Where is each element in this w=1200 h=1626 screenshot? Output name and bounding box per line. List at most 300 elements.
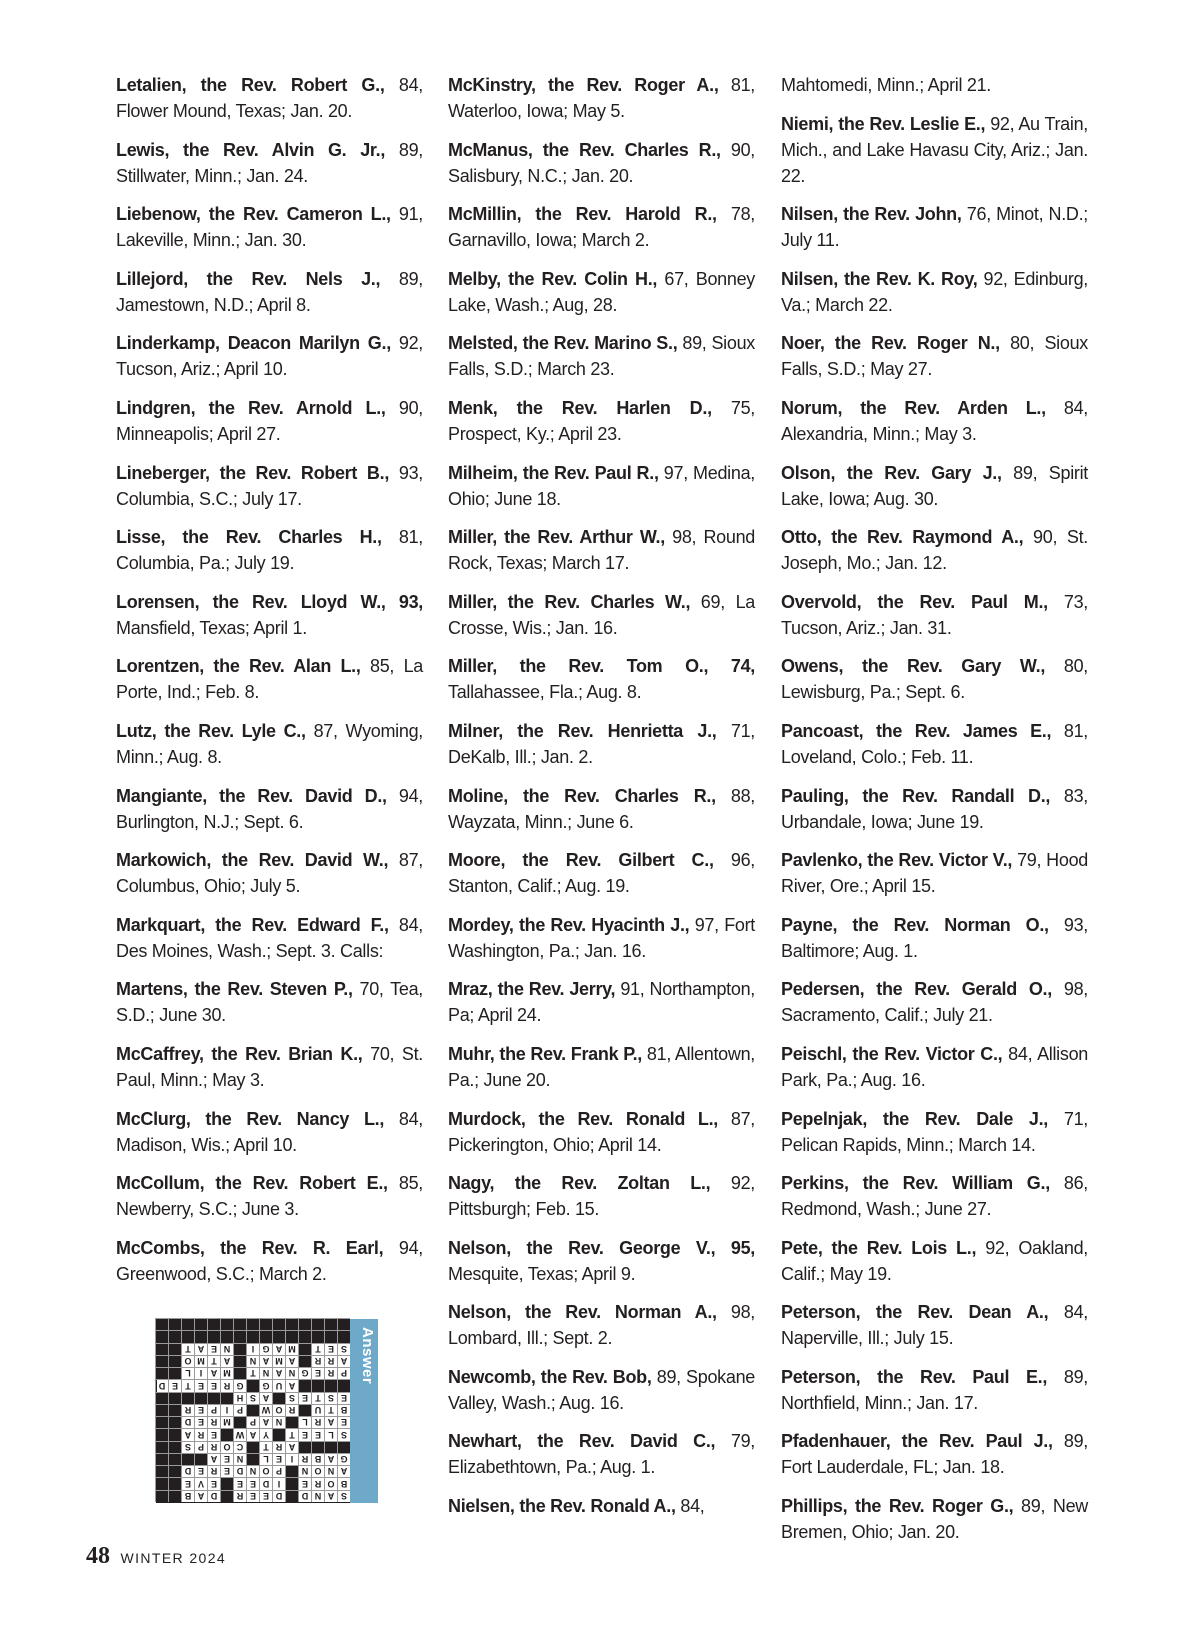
entry-details: 83, Urbandale, Iowa; June 19.: [781, 785, 1088, 832]
obituary-entry: [116, 1041, 423, 1093]
entry-name: Norum, the Rev. Arden L.,: [781, 397, 1046, 418]
entry-details: Mahtomedi, Minn.; April 21.: [781, 75, 992, 95]
obituary-entry: [781, 1493, 1088, 1545]
crossword-letter-cell: B: [181, 1490, 194, 1502]
obituary-entry: [781, 1041, 1088, 1093]
entry-name: McCombs, the Rev. R. Earl,: [116, 1237, 384, 1258]
crossword-letter-cell: L: [181, 1367, 194, 1379]
entry-details: 81, Loveland, Colo.; Feb. 11.: [781, 720, 1088, 767]
crossword-letter-cell: B: [337, 1404, 350, 1416]
entry-name: Pfadenhauer, the Rev. Paul J.,: [781, 1431, 1053, 1452]
crossword-letter-cell: A: [259, 1416, 272, 1428]
entry-name: Muhr, the Rev. Frank P.,: [448, 1043, 642, 1064]
entry-name: Pedersen, the Rev. Gerald O.,: [781, 979, 1052, 1000]
crossword-black-cell: [246, 1441, 259, 1453]
entry-details: 92, Oakland, Calif.; May 19.: [781, 1237, 1088, 1284]
crossword-black-cell: [298, 1343, 311, 1355]
crossword-black-cell: [168, 1478, 181, 1490]
obituary-entry: [781, 201, 1088, 253]
entry-details: 84, Madison, Wis.; April 10.: [116, 1108, 423, 1155]
entry-details: 90, Salisbury, N.C.; Jan. 20.: [448, 139, 755, 186]
obituary-entry: [448, 1364, 755, 1416]
crossword-black-cell: [246, 1331, 259, 1343]
entry-name: Letalien, the Rev. Robert G.,: [116, 75, 385, 95]
entry-name: Nelson, the Rev. Norman A.,: [448, 1302, 717, 1323]
obituary-entry: [448, 1493, 755, 1519]
crossword-letter-cell: A: [324, 1490, 337, 1502]
entry-details: 70, Tea, S.D.; June 30.: [116, 979, 423, 1026]
entry-name: Martens, the Rev. Steven P.,: [116, 979, 353, 1000]
crossword-black-cell: [155, 1343, 168, 1355]
crossword-letter-cell: E: [324, 1343, 337, 1355]
entry-name: McManus, the Rev. Charles R.,: [448, 139, 721, 160]
entry-name: Phillips, the Rev. Roger G.,: [781, 1496, 1014, 1517]
crossword-letter-cell: R: [181, 1404, 194, 1416]
entry-details: 89, Spirit Lake, Iowa; Aug. 30.: [781, 462, 1088, 509]
crossword-letter-cell: R: [220, 1380, 233, 1392]
obituary-entry: [781, 330, 1088, 382]
entry-details: 73, Tucson, Ariz.; Jan. 31.: [781, 591, 1088, 638]
entry-details: 89, Northfield, Minn.; Jan. 17.: [781, 1366, 1089, 1413]
crossword-black-cell: [168, 1318, 181, 1330]
crossword-letter-cell: S: [285, 1392, 298, 1404]
crossword-letter-cell: G: [259, 1380, 272, 1392]
entry-details: 84,: [675, 1496, 705, 1517]
entry-details: 89, Jamestown, N.D.; April 8.: [116, 268, 423, 315]
crossword-letter-cell: E: [207, 1429, 220, 1441]
entry-name: Pauling, the Rev. Randall D.,: [781, 785, 1051, 806]
crossword-black-cell: [259, 1318, 272, 1330]
obituary-entry: [116, 524, 423, 576]
issue-label: WINTER 2024: [120, 1550, 227, 1566]
entry-name: Lineberger, the Rev. Robert B.,: [116, 462, 390, 483]
obituary-entry: [448, 847, 755, 899]
crossword-black-cell: [220, 1318, 233, 1330]
crossword-letter-cell: L: [259, 1453, 272, 1465]
entry-details: 81, Allentown, Pa.; June 20.: [448, 1043, 755, 1090]
obituary-entry: [781, 589, 1088, 641]
crossword-black-cell: [168, 1465, 181, 1477]
crossword-letter-cell: P: [207, 1404, 220, 1416]
crossword-black-cell: [311, 1331, 324, 1343]
crossword-letter-cell: E: [311, 1367, 324, 1379]
obituary-entry: [448, 460, 755, 512]
entry-name: Newcomb, the Rev. Bob,: [448, 1366, 652, 1387]
crossword-black-cell: [207, 1318, 220, 1330]
entry-details: 76, Minot, N.D.; July 11.: [781, 204, 1088, 251]
crossword-black-cell: [181, 1453, 194, 1465]
crossword-letter-cell: N: [298, 1465, 311, 1477]
crossword-letter-cell: D: [155, 1380, 168, 1392]
crossword-letter-cell: E: [233, 1478, 246, 1490]
obituary-entry: [448, 1428, 755, 1480]
entry-details: 94, Greenwood, S.C.; March 2.: [116, 1237, 423, 1284]
crossword-letter-cell: V: [194, 1478, 207, 1490]
entry-name: Melby, the Rev. Colin H.,: [448, 268, 658, 289]
crossword-letter-cell: A: [337, 1465, 350, 1477]
obituary-entry: [116, 1235, 423, 1287]
crossword-letter-cell: A: [207, 1367, 220, 1379]
crossword-black-cell: [246, 1453, 259, 1465]
entry-name: Moline, the Rev. Charles R.,: [448, 785, 716, 806]
obituary-entry: [116, 460, 423, 512]
entry-details: 89, Stillwater, Minn.; Jan. 24.: [116, 139, 423, 186]
entry-name: McKinstry, the Rev. Roger A.,: [448, 75, 719, 95]
entry-details: 89, Fort Lauderdale, FL; Jan. 18.: [781, 1431, 1088, 1478]
entry-details: 91, Northampton, Pa; April 24.: [448, 979, 756, 1026]
crossword-letter-cell: D: [298, 1490, 311, 1502]
crossword-black-cell: [155, 1478, 168, 1490]
crossword-black-cell: [220, 1331, 233, 1343]
crossword-letter-cell: R: [207, 1441, 220, 1453]
entry-details: 86, Redmond, Wash.; June 27.: [781, 1173, 1089, 1220]
crossword-letter-cell: A: [285, 1355, 298, 1367]
crossword-letter-cell: E: [194, 1465, 207, 1477]
crossword-letter-cell: S: [181, 1441, 194, 1453]
obituary-entry: [781, 395, 1088, 447]
crossword-letter-cell: O: [272, 1404, 285, 1416]
obituary-entry: [781, 524, 1088, 576]
entry-details: 79, Elizabethtown, Pa.; Aug. 1.: [448, 1431, 755, 1478]
crossword-letter-cell: R: [272, 1441, 285, 1453]
crossword-letter-cell: N: [285, 1367, 298, 1379]
crossword-black-cell: [311, 1380, 324, 1392]
entry-details: Mesquite, Texas; April 9.: [448, 1263, 636, 1284]
crossword-black-cell: [168, 1331, 181, 1343]
obituary-entry: [116, 1106, 423, 1158]
crossword-black-cell: [168, 1441, 181, 1453]
obituary-entry: [116, 1170, 423, 1222]
crossword-black-cell: [181, 1392, 194, 1404]
entry-name: Milheim, the Rev. Paul R.,: [448, 462, 659, 483]
obituary-entry: [781, 72, 1088, 98]
entry-details: 84, Naperville, Ill.; July 15.: [781, 1302, 1089, 1349]
crossword-black-cell: [298, 1318, 311, 1330]
entry-name: Liebenow, the Rev. Cameron L.,: [116, 204, 391, 225]
crossword-black-cell: [298, 1380, 311, 1392]
crossword-black-cell: [298, 1404, 311, 1416]
entry-name: Pete, the Rev. Lois L.,: [781, 1237, 977, 1258]
crossword-letter-cell: T: [181, 1343, 194, 1355]
crossword-letter-cell: W: [233, 1429, 246, 1441]
entry-details: 80, Lewisburg, Pa.; Sept. 6.: [781, 656, 1088, 703]
entry-details: 89, Sioux Falls, S.D.; March 23.: [448, 333, 755, 380]
crossword-letter-cell: T: [285, 1429, 298, 1441]
entry-name: Lutz, the Rev. Lyle C.,: [116, 720, 306, 741]
entry-details: 87, Columbus, Ohio; July 5.: [116, 850, 424, 897]
crossword-letter-cell: A: [259, 1392, 272, 1404]
crossword-answer: [156, 1319, 378, 1503]
crossword-letter-cell: N: [324, 1465, 337, 1477]
entry-name: Pancoast, the Rev. James E.,: [781, 720, 1052, 741]
entry-details: 71, DeKalb, Ill.; Jan. 2.: [448, 720, 755, 767]
crossword-black-cell: [168, 1490, 181, 1502]
crossword-black-cell: [298, 1441, 311, 1453]
crossword-black-cell: [155, 1367, 168, 1379]
crossword-letter-cell: D: [259, 1478, 272, 1490]
entry-name: Miller, the Rev. Charles W.,: [448, 591, 691, 612]
crossword-letter-cell: A: [285, 1380, 298, 1392]
obituary-entry: [116, 653, 423, 705]
crossword-letter-cell: B: [337, 1478, 350, 1490]
entry-name: Nilsen, the Rev. John,: [781, 204, 962, 225]
page-number: 48: [86, 1543, 110, 1569]
crossword-letter-cell: M: [272, 1355, 285, 1367]
entry-name: Lewis, the Rev. Alvin G. Jr.,: [116, 139, 386, 160]
crossword-black-cell: [155, 1416, 168, 1428]
obituary-column-2: [448, 72, 755, 1532]
crossword-letter-cell: M: [220, 1367, 233, 1379]
crossword-letter-cell: H: [233, 1392, 246, 1404]
obituary-entry: [781, 718, 1088, 770]
crossword-black-cell: [259, 1331, 272, 1343]
entry-details: 94, Burlington, N.J.; Sept. 6.: [116, 785, 424, 832]
crossword-letter-cell: T: [324, 1404, 337, 1416]
obituary-entry: [116, 783, 423, 835]
crossword-letter-cell: U: [311, 1404, 324, 1416]
entry-name: Owens, the Rev. Gary W.,: [781, 656, 1046, 677]
entry-name: Nielsen, the Rev. Ronald A.,: [448, 1496, 676, 1517]
entry-name: Melsted, the Rev. Marino S.,: [448, 333, 678, 354]
entry-name: McCollum, the Rev. Robert E.,: [116, 1173, 388, 1194]
crossword-letter-cell: M: [194, 1355, 207, 1367]
crossword-letter-cell: O: [181, 1355, 194, 1367]
crossword-letter-cell: S: [337, 1343, 350, 1355]
entry-details: 78, Garnavillo, Iowa; March 2.: [448, 204, 755, 251]
entry-name: Nelson, the Rev. George V., 95,: [448, 1237, 755, 1258]
crossword-black-cell: [155, 1441, 168, 1453]
entry-name: Peterson, the Rev. Paul E.,: [781, 1366, 1048, 1387]
crossword-black-cell: [168, 1367, 181, 1379]
crossword-letter-cell: D: [272, 1490, 285, 1502]
entry-details: 97, Fort Washington, Pa.; Jan. 16.: [448, 914, 755, 961]
crossword-letter-cell: E: [298, 1429, 311, 1441]
crossword-letter-cell: L: [298, 1416, 311, 1428]
crossword-letter-cell: S: [337, 1429, 350, 1441]
crossword-black-cell: [181, 1318, 194, 1330]
crossword-letter-cell: P: [246, 1416, 259, 1428]
crossword-letter-cell: D: [207, 1490, 220, 1502]
obituary-entry: [116, 201, 423, 253]
crossword-letter-cell: N: [272, 1416, 285, 1428]
crossword-black-cell: [337, 1331, 350, 1343]
crossword-letter-cell: R: [298, 1453, 311, 1465]
crossword-black-cell: [168, 1416, 181, 1428]
crossword-letter-cell: T: [259, 1441, 272, 1453]
crossword-letter-cell: G: [337, 1453, 350, 1465]
entry-name: Lorensen, the Rev. Lloyd W., 93,: [116, 591, 423, 612]
crossword-letter-cell: D: [181, 1465, 194, 1477]
crossword-letter-cell: M: [220, 1416, 233, 1428]
obituary-entry: [781, 1299, 1088, 1351]
entry-name: Moore, the Rev. Gilbert C.,: [448, 850, 714, 871]
crossword-letter-cell: A: [337, 1355, 350, 1367]
crossword-black-cell: [285, 1331, 298, 1343]
entry-details: 98, Sacramento, Calif.; July 21.: [781, 979, 1088, 1026]
crossword-letter-cell: N: [233, 1453, 246, 1465]
entry-name: Markowich, the Rev. David W.,: [116, 850, 389, 871]
crossword-black-cell: [155, 1318, 168, 1330]
entry-details: 87, Wyoming, Minn.; Aug. 8.: [116, 720, 423, 767]
crossword-black-cell: [285, 1478, 298, 1490]
crossword-black-cell: [298, 1355, 311, 1367]
crossword-letter-cell: N: [259, 1367, 272, 1379]
crossword-letter-cell: E: [194, 1404, 207, 1416]
entry-details: 89, New Bremen, Ohio; Jan. 20.: [781, 1496, 1088, 1543]
obituary-entry: [116, 330, 423, 382]
entry-name: Lindgren, the Rev. Arnold L.,: [116, 397, 386, 418]
crossword-letter-cell: E: [220, 1453, 233, 1465]
crossword-black-cell: [233, 1318, 246, 1330]
crossword-black-cell: [220, 1478, 233, 1490]
crossword-letter-cell: A: [181, 1429, 194, 1441]
crossword-letter-cell: E: [168, 1380, 181, 1392]
obituary-entry: [448, 1170, 755, 1222]
crossword-letter-cell: A: [194, 1343, 207, 1355]
crossword-black-cell: [155, 1453, 168, 1465]
crossword-letter-cell: I: [220, 1404, 233, 1416]
obituary-entry: [781, 847, 1088, 899]
obituary-entry: [448, 783, 755, 835]
crossword-black-cell: [285, 1416, 298, 1428]
crossword-letter-cell: T: [246, 1367, 259, 1379]
crossword-letter-cell: A: [324, 1416, 337, 1428]
obituary-entry: [448, 653, 755, 705]
crossword-letter-cell: M: [285, 1343, 298, 1355]
entry-name: Mraz, the Rev. Jerry,: [448, 979, 616, 1000]
crossword-letter-cell: O: [220, 1441, 233, 1453]
entry-details: 84, Des Moines, Wash.; Sept. 3. Calls:: [116, 914, 423, 961]
crossword-black-cell: [246, 1404, 259, 1416]
entry-details: 97, Medina, Ohio; June 18.: [448, 462, 755, 509]
entry-name: Peischl, the Rev. Victor C.,: [781, 1043, 1003, 1064]
entry-name: Miller, the Rev. Tom O., 74,: [448, 656, 755, 677]
crossword-letter-cell: E: [246, 1478, 259, 1490]
entry-details: 92, Au Train, Mich., and Lake Havasu City, Ariz.; Jan. 22.: [781, 113, 1088, 186]
entry-details: 98, Round Rock, Texas; March 17.: [448, 527, 755, 574]
obituary-entry: [116, 847, 423, 899]
crossword-black-cell: [285, 1465, 298, 1477]
crossword-black-cell: [194, 1318, 207, 1330]
crossword-letter-cell: N: [311, 1490, 324, 1502]
obituary-entry: [448, 1106, 755, 1158]
crossword-letter-cell: E: [207, 1478, 220, 1490]
crossword-letter-cell: E: [181, 1478, 194, 1490]
crossword-black-cell: [194, 1331, 207, 1343]
entry-name: Noer, the Rev. Roger N.,: [781, 333, 1000, 354]
entry-details: 79, Hood River, Ore.; April 15.: [781, 850, 1089, 897]
crossword-letter-cell: A: [324, 1453, 337, 1465]
obituary-entry: [448, 266, 755, 318]
crossword-letter-cell: O: [324, 1478, 337, 1490]
crossword-letter-cell: T: [207, 1355, 220, 1367]
crossword-black-cell: [155, 1429, 168, 1441]
obituary-entry: [448, 1235, 755, 1287]
crossword-letter-cell: O: [259, 1465, 272, 1477]
crossword-letter-cell: R: [324, 1355, 337, 1367]
entry-details: 81, Waterloo, Iowa; May 5.: [448, 75, 756, 121]
answer-label: Answer: [359, 1327, 376, 1385]
crossword-letter-cell: O: [311, 1465, 324, 1477]
crossword-letter-cell: R: [311, 1355, 324, 1367]
crossword-black-cell: [168, 1343, 181, 1355]
crossword-black-cell: [207, 1392, 220, 1404]
crossword-black-cell: [246, 1318, 259, 1330]
crossword-black-cell: [337, 1318, 350, 1330]
entry-details: 70, St. Paul, Minn.; May 3.: [116, 1043, 423, 1090]
entry-name: Lillejord, the Rev. Nels J.,: [116, 268, 381, 289]
obituary-entry: [448, 1299, 755, 1351]
obituary-entry: [781, 653, 1088, 705]
crossword-black-cell: [272, 1331, 285, 1343]
crossword-black-cell: [233, 1367, 246, 1379]
entry-details: Tallahassee, Fla.; Aug. 8.: [448, 682, 642, 703]
crossword-letter-cell: P: [337, 1367, 350, 1379]
obituary-entry: [448, 718, 755, 770]
obituary-entry: [116, 137, 423, 189]
crossword-letter-cell: N: [220, 1343, 233, 1355]
obituary-entry: [448, 912, 755, 964]
crossword-letter-cell: E: [220, 1465, 233, 1477]
entry-name: Mordey, the Rev. Hyacinth J.,: [448, 914, 690, 935]
crossword-letter-cell: E: [337, 1416, 350, 1428]
entry-name: Nagy, the Rev. Zoltan L.,: [448, 1173, 711, 1194]
entry-details: 96, Stanton, Calif.; Aug. 19.: [448, 850, 755, 897]
crossword-letter-cell: E: [337, 1392, 350, 1404]
entry-details: 80, Sioux Falls, S.D.; May 27.: [781, 333, 1088, 380]
crossword-letter-cell: T: [311, 1392, 324, 1404]
crossword-black-cell: [194, 1392, 207, 1404]
entry-details: 75, Prospect, Ky.; April 23.: [448, 397, 755, 444]
crossword-black-cell: [207, 1331, 220, 1343]
entry-name: Milner, the Rev. Henrietta J.,: [448, 720, 717, 741]
crossword-black-cell: [155, 1490, 168, 1502]
crossword-letter-cell: A: [220, 1355, 233, 1367]
crossword-letter-cell: C: [233, 1441, 246, 1453]
obituary-entry: [781, 1364, 1088, 1416]
obituary-entry: [781, 460, 1088, 512]
entry-name: Lisse, the Rev. Charles H.,: [116, 527, 382, 548]
entry-name: Niemi, the Rev. Leslie E.,: [781, 113, 986, 134]
obituary-entry: [116, 589, 423, 641]
entry-name: Pavlenko, the Rev. Victor V.,: [781, 850, 1013, 871]
crossword-letter-cell: E: [194, 1416, 207, 1428]
crossword-black-cell: [233, 1343, 246, 1355]
crossword-black-cell: [311, 1318, 324, 1330]
crossword-black-cell: [324, 1441, 337, 1453]
crossword-letter-cell: N: [246, 1355, 259, 1367]
crossword-black-cell: [168, 1404, 181, 1416]
crossword-letter-cell: A: [272, 1343, 285, 1355]
page-footer: [86, 1543, 226, 1573]
entry-details: 84, Allison Park, Pa.; Aug. 16.: [781, 1043, 1088, 1090]
obituary-column-1: [116, 72, 423, 1299]
entry-name: McClurg, the Rev. Nancy L.,: [116, 1108, 385, 1129]
entry-details: 90, St. Joseph, Mo.; Jan. 12.: [781, 527, 1088, 574]
entry-details: 88, Wayzata, Minn.; June 6.: [448, 785, 755, 832]
entry-details: 92, Pittsburgh; Feb. 15.: [448, 1173, 755, 1220]
crossword-letter-cell: N: [246, 1465, 259, 1477]
crossword-letter-cell: E: [298, 1478, 311, 1490]
crossword-black-cell: [285, 1318, 298, 1330]
entry-details: 85, Newberry, S.C.; June 3.: [116, 1173, 424, 1220]
crossword-black-cell: [324, 1331, 337, 1343]
obituary-entry: [116, 976, 423, 1028]
crossword-black-cell: [272, 1429, 285, 1441]
entry-details: 90, Minneapolis; April 27.: [116, 397, 423, 444]
crossword-black-cell: [168, 1392, 181, 1404]
entry-name: Miller, the Rev. Arthur W.,: [448, 527, 665, 548]
